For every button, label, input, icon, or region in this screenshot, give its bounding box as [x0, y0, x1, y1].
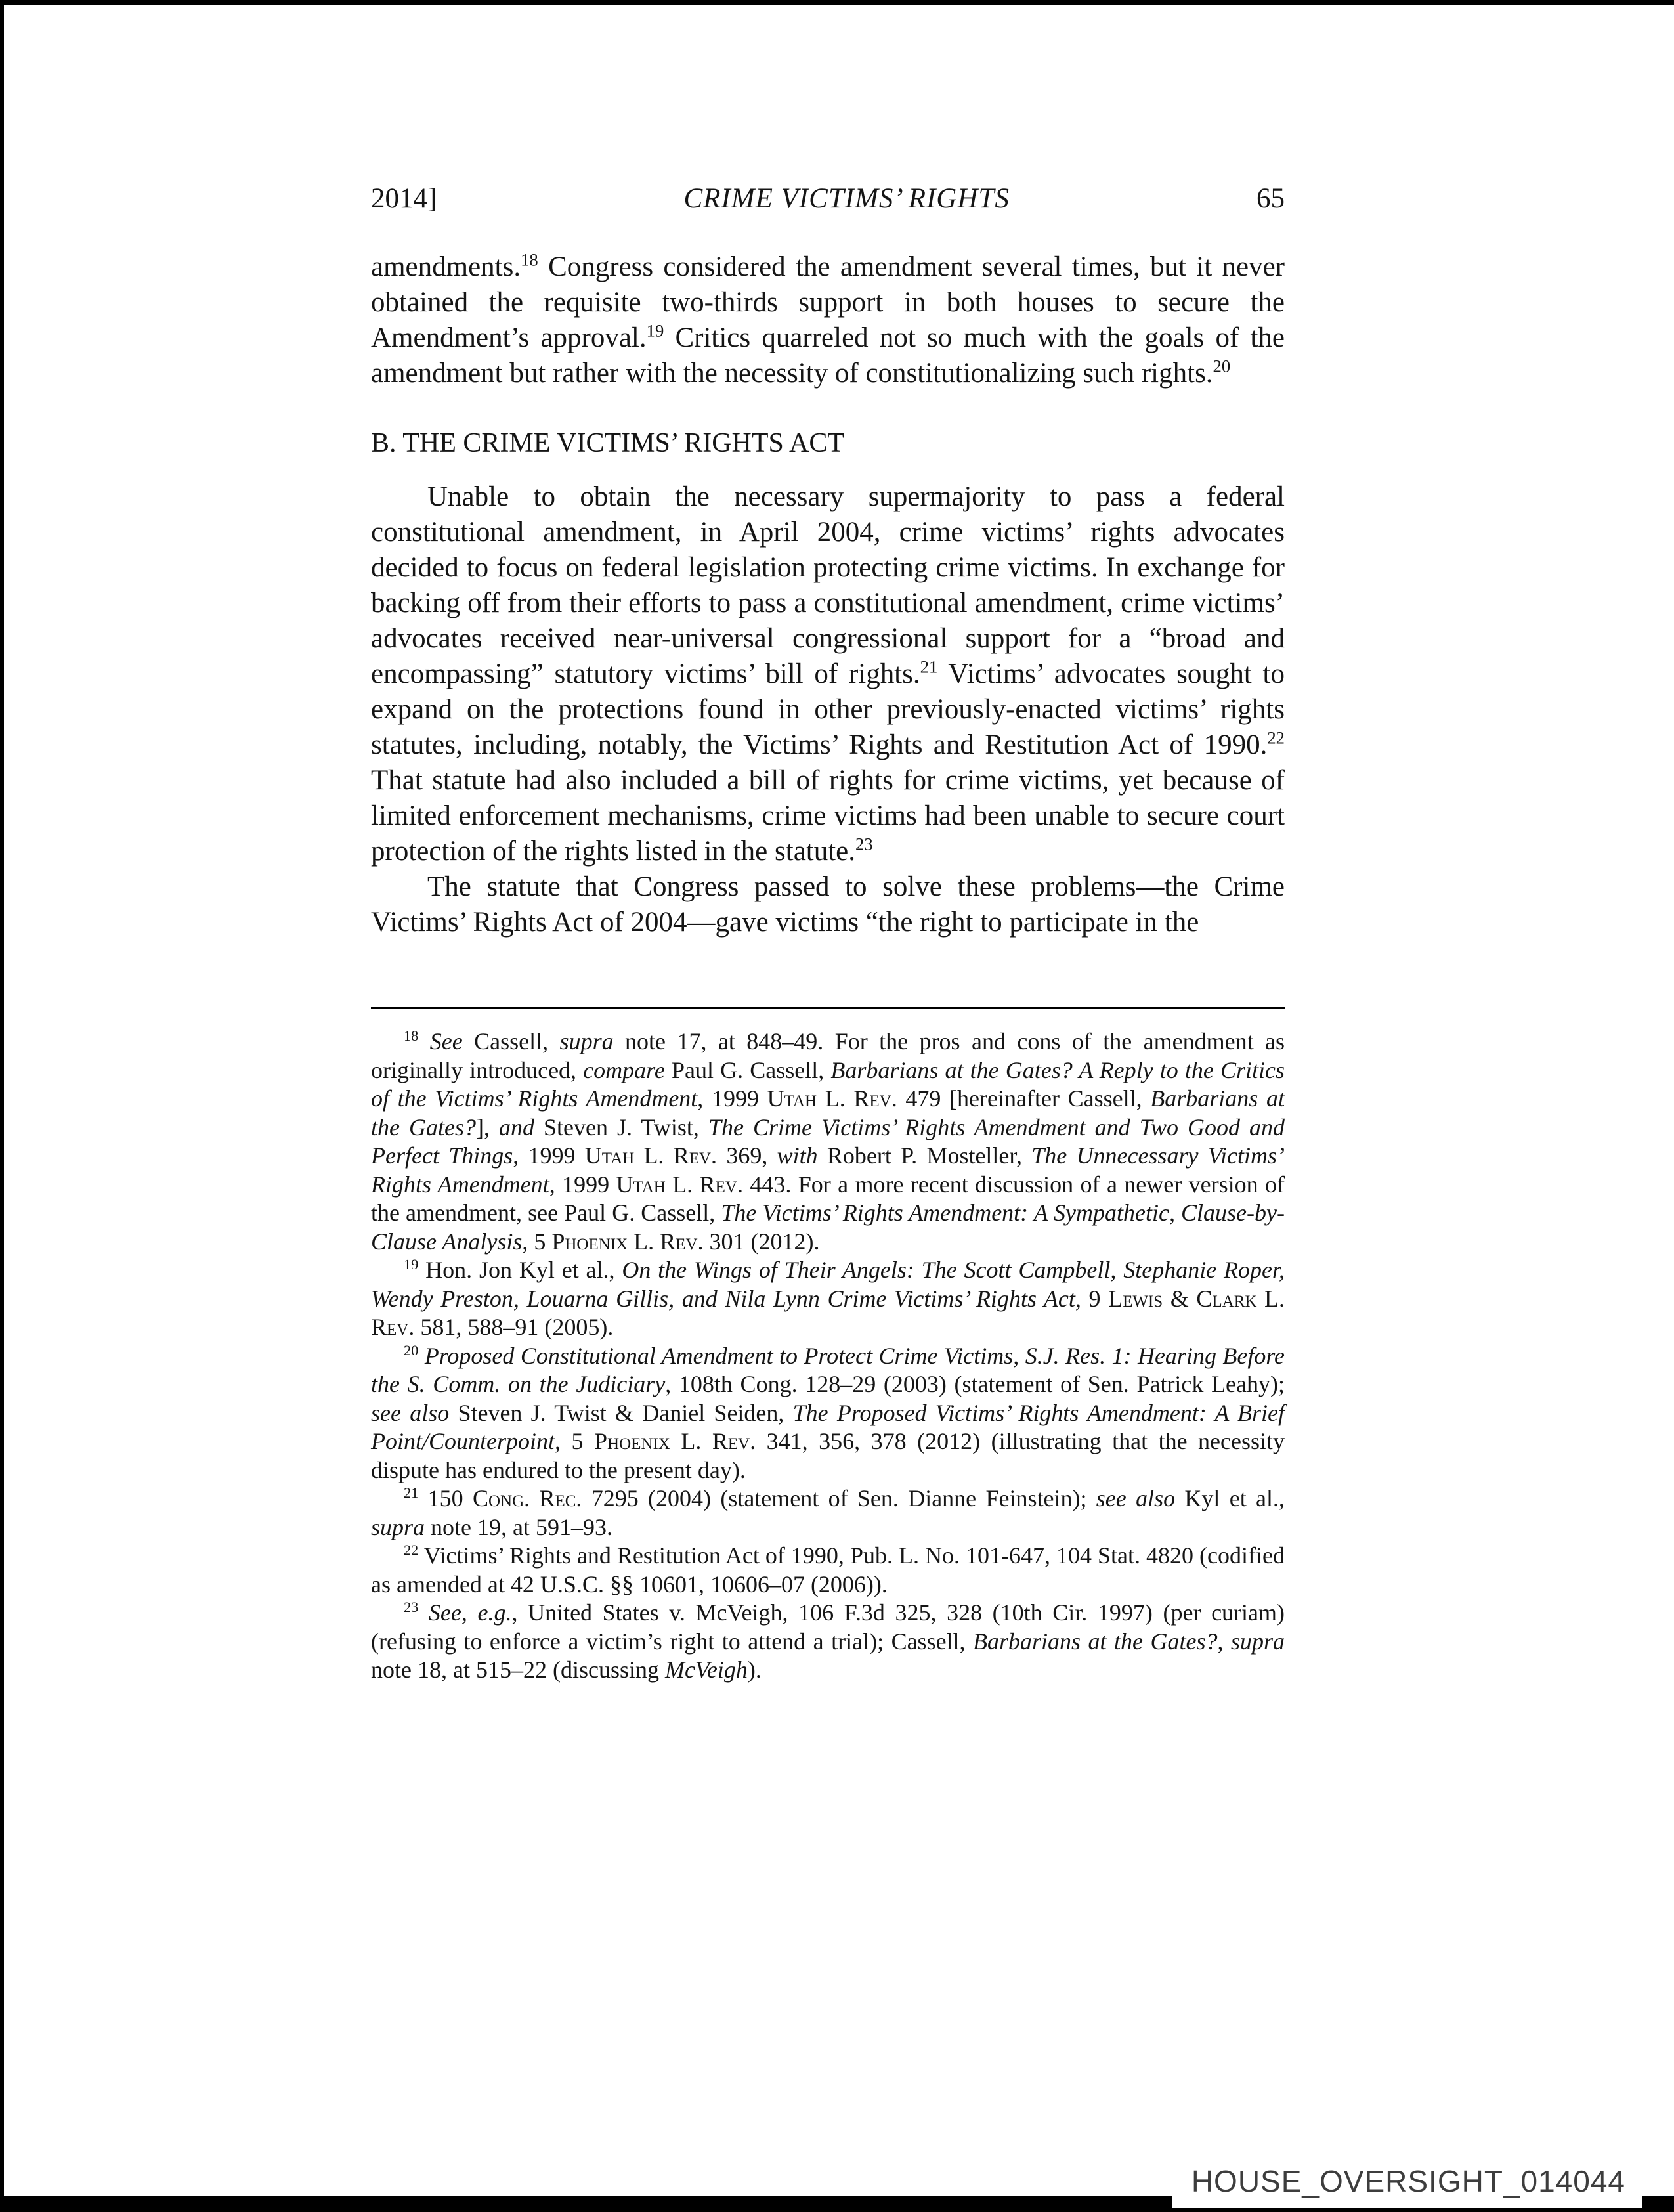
text-run: Utah L. Rev.: [584, 1142, 718, 1169]
footnote: [371, 1599, 1285, 1685]
text-run: Cong. Rec.: [472, 1485, 582, 1511]
text-run: ],: [476, 1114, 500, 1140]
text-run: see also: [371, 1399, 450, 1426]
text-run: Barbarians at the Gates? A Reply to the Critics of the Victims’ Rights Amendment: [371, 1056, 1285, 1112]
footnote: [371, 1485, 1285, 1542]
paragraph: [371, 249, 1285, 391]
footnote-ref: 22: [1267, 727, 1285, 748]
text-run: , 5: [522, 1228, 552, 1255]
paragraph: [371, 869, 1285, 940]
text-run: , 1999: [513, 1142, 585, 1169]
text-run: Congress considered the amendment several times, but it never obtained the requisite two-thirds support in both houses to secure the Amendment’s approval.: [371, 251, 1285, 353]
text-run: Barbarians at the Gates?: [371, 1085, 1285, 1140]
text-run: note 17, at 848–49. For the pros and cons of the amendment as originally introduced,: [371, 1028, 1285, 1083]
footnote: [371, 1028, 1285, 1256]
text-run: See, e.g.: [428, 1599, 512, 1626]
text-run: Lewis & Clark L. Rev.: [371, 1285, 1285, 1340]
text-run: [418, 1599, 429, 1626]
text-run: ).: [747, 1657, 762, 1683]
text-run: amendments.: [371, 251, 521, 282]
text-run: see also: [1096, 1485, 1176, 1511]
footnote-ref: 19: [646, 320, 664, 341]
footnote-number: 23: [404, 1599, 419, 1615]
text-run: Proposed Constitutional Amendment to Protect Crime Victims, S.J. Res. 1: Hearing Before the S. Comm. on the Judiciary: [371, 1342, 1285, 1397]
text-run: , 9: [1075, 1285, 1109, 1312]
text-run: 479 [hereinafter Cassell,: [897, 1085, 1151, 1112]
text-run: supra: [371, 1513, 425, 1540]
text-run: Kyl et al.,: [1175, 1485, 1285, 1511]
text-run: Unable to obtain the necessary supermajority to pass a federal constitutional amendment, in April 2004, crime victims’ rights advocates decided to focus on federal legislation protecting crime victims. In exchange for backing off from their efforts to pass a constitutional amendment, crime victims’ advocates received near-universal congressional support for a “broad and encompassing” statutory victims’ bill of rights.: [371, 481, 1285, 689]
footnote-separator: [371, 1007, 1285, 1009]
footnote-number: 20: [404, 1341, 419, 1358]
scan-edge-top: [0, 0, 1674, 5]
text-run: note 19, at 591–93.: [425, 1513, 612, 1540]
text-run: , United States v. McVeigh, 106 F.3d 325, 328 (10th Cir. 1997) (per curiam) (refusing to enforce a victim’s right to attend a trial); Cassell,: [371, 1599, 1285, 1655]
text-run: , 1999: [549, 1171, 616, 1198]
text-run: See: [429, 1028, 463, 1054]
footnote-number: 22: [404, 1542, 419, 1558]
running-head-year: 2014]: [371, 183, 437, 214]
text-run: Phoenix L. Rev.: [551, 1228, 704, 1255]
text-run: , 108th Cong. 128–29 (2003) (statement of Sen. Patrick Leahy);: [665, 1371, 1285, 1397]
running-head: [371, 183, 1285, 215]
footnote-ref: 18: [521, 249, 538, 270]
text-run: 369,: [717, 1142, 777, 1169]
body-text: [371, 249, 1285, 940]
footnote: [371, 1542, 1285, 1599]
footnote-number: 19: [404, 1256, 419, 1272]
text-run: Paul G. Cassell,: [664, 1056, 831, 1083]
section-heading: B. THE CRIME VICTIMS’ RIGHTS ACT: [371, 428, 845, 458]
text-run: The Unnecessary Victims’ Rights Amendment: [371, 1142, 1285, 1198]
text-run: and: [499, 1114, 535, 1140]
scan-edge-left: [0, 0, 4, 2212]
text-run: compare: [583, 1056, 665, 1083]
text-run: The Crime Victims’ Rights Amendment and Two Good and Perfect Things: [371, 1114, 1285, 1169]
text-run: The Proposed Victims’ Rights Amendment: A Brief Point/Counterpoint: [371, 1399, 1285, 1454]
text-run: , 5: [555, 1428, 595, 1454]
text-run: McVeigh: [664, 1657, 748, 1683]
text-run: Victims’ Rights and Restitution Act of 1990, Pub. L. No. 101-647, 104 Stat. 4820 (codified as amended at 42 U.S.C. §§ 10601, 10606–07 (2006)).: [371, 1542, 1285, 1597]
text-run: Steven J. Twist,: [534, 1114, 708, 1140]
text-run: Critics quarreled not so much with the goals of the amendment but rather with the necessity of constitutionalizing such rights.: [371, 322, 1285, 389]
text-run: [418, 1028, 429, 1054]
text-run: Hon. Jon Kyl et al.,: [418, 1257, 622, 1283]
running-head-title: CRIME VICTIMS’ RIGHTS: [683, 183, 1010, 214]
paragraph: [371, 479, 1285, 869]
bates-stamp: HOUSE_OVERSIGHT_014044: [1172, 2157, 1642, 2208]
text-run: The statute that Congress passed to solve these problems—the Crime Victims’ Rights Act of 2004—gave victims “the right to participate in the: [371, 871, 1285, 938]
text-run: That statute had also included a bill of rights for crime victims, yet because of limited enforcement mechanisms, crime victims had been unable to secure court protection of the rights listed in the statute.: [371, 765, 1285, 867]
text-run: Barbarians at the Gates?: [973, 1628, 1218, 1655]
footnote-number: 18: [404, 1028, 419, 1044]
text-run: Phoenix L. Rev.: [594, 1428, 756, 1454]
text-run: Robert P. Mosteller,: [817, 1142, 1032, 1169]
page-content: [371, 0, 1285, 1685]
text-run: 301 (2012).: [703, 1228, 820, 1255]
footnote-ref: 23: [855, 834, 873, 854]
text-run: Utah L. Rev.: [767, 1085, 897, 1112]
text-run: supra: [559, 1028, 614, 1054]
footnote-number: 21: [404, 1485, 419, 1501]
text-run: 341, 356, 378 (2012) (illustrating that the necessity dispute has endured to the present day).: [371, 1428, 1285, 1483]
text-run: 443. For a more recent discussion of a newer version of the amendment, see Paul G. Cassell,: [371, 1171, 1285, 1226]
text-run: Steven J. Twist & Daniel Seiden,: [449, 1399, 793, 1426]
page-number: 65: [1256, 183, 1285, 214]
footnote: [371, 1342, 1285, 1485]
footnotes: [371, 1028, 1285, 1685]
text-run: On the Wings of Their Angels: The Scott Campbell, Stephanie Roper, Wendy Preston, Louarna Gillis, and Nila Lynn Crime Victims’ Rights Act: [371, 1257, 1285, 1312]
text-run: 7295 (2004) (statement of Sen. Dianne Feinstein);: [582, 1485, 1096, 1511]
footnote: [371, 1256, 1285, 1342]
text-run: with: [777, 1142, 818, 1169]
text-run: 581, 588–91 (2005).: [414, 1314, 614, 1340]
text-run: note 18, at 515–22 (discussing: [371, 1657, 665, 1683]
footnote-ref: 20: [1213, 356, 1231, 376]
text-run: ,: [1217, 1628, 1231, 1655]
text-run: 150: [418, 1485, 473, 1511]
footnote-ref: 21: [920, 657, 938, 677]
text-run: supra: [1230, 1628, 1285, 1655]
text-run: Victims’ advocates sought to expand on the protections found in other previously-enacted victims’ rights statutes, including, notably, the Victims’ Rights and Restitution Act of 1990.: [371, 659, 1285, 760]
text-run: The Victims’ Rights Amendment: A Sympathetic, Clause-by-Clause Analysis: [371, 1200, 1285, 1255]
text-run: [418, 1343, 424, 1369]
text-run: Cassell,: [462, 1028, 560, 1054]
text-run: Utah L. Rev.: [616, 1171, 743, 1198]
text-run: , 1999: [697, 1085, 767, 1112]
